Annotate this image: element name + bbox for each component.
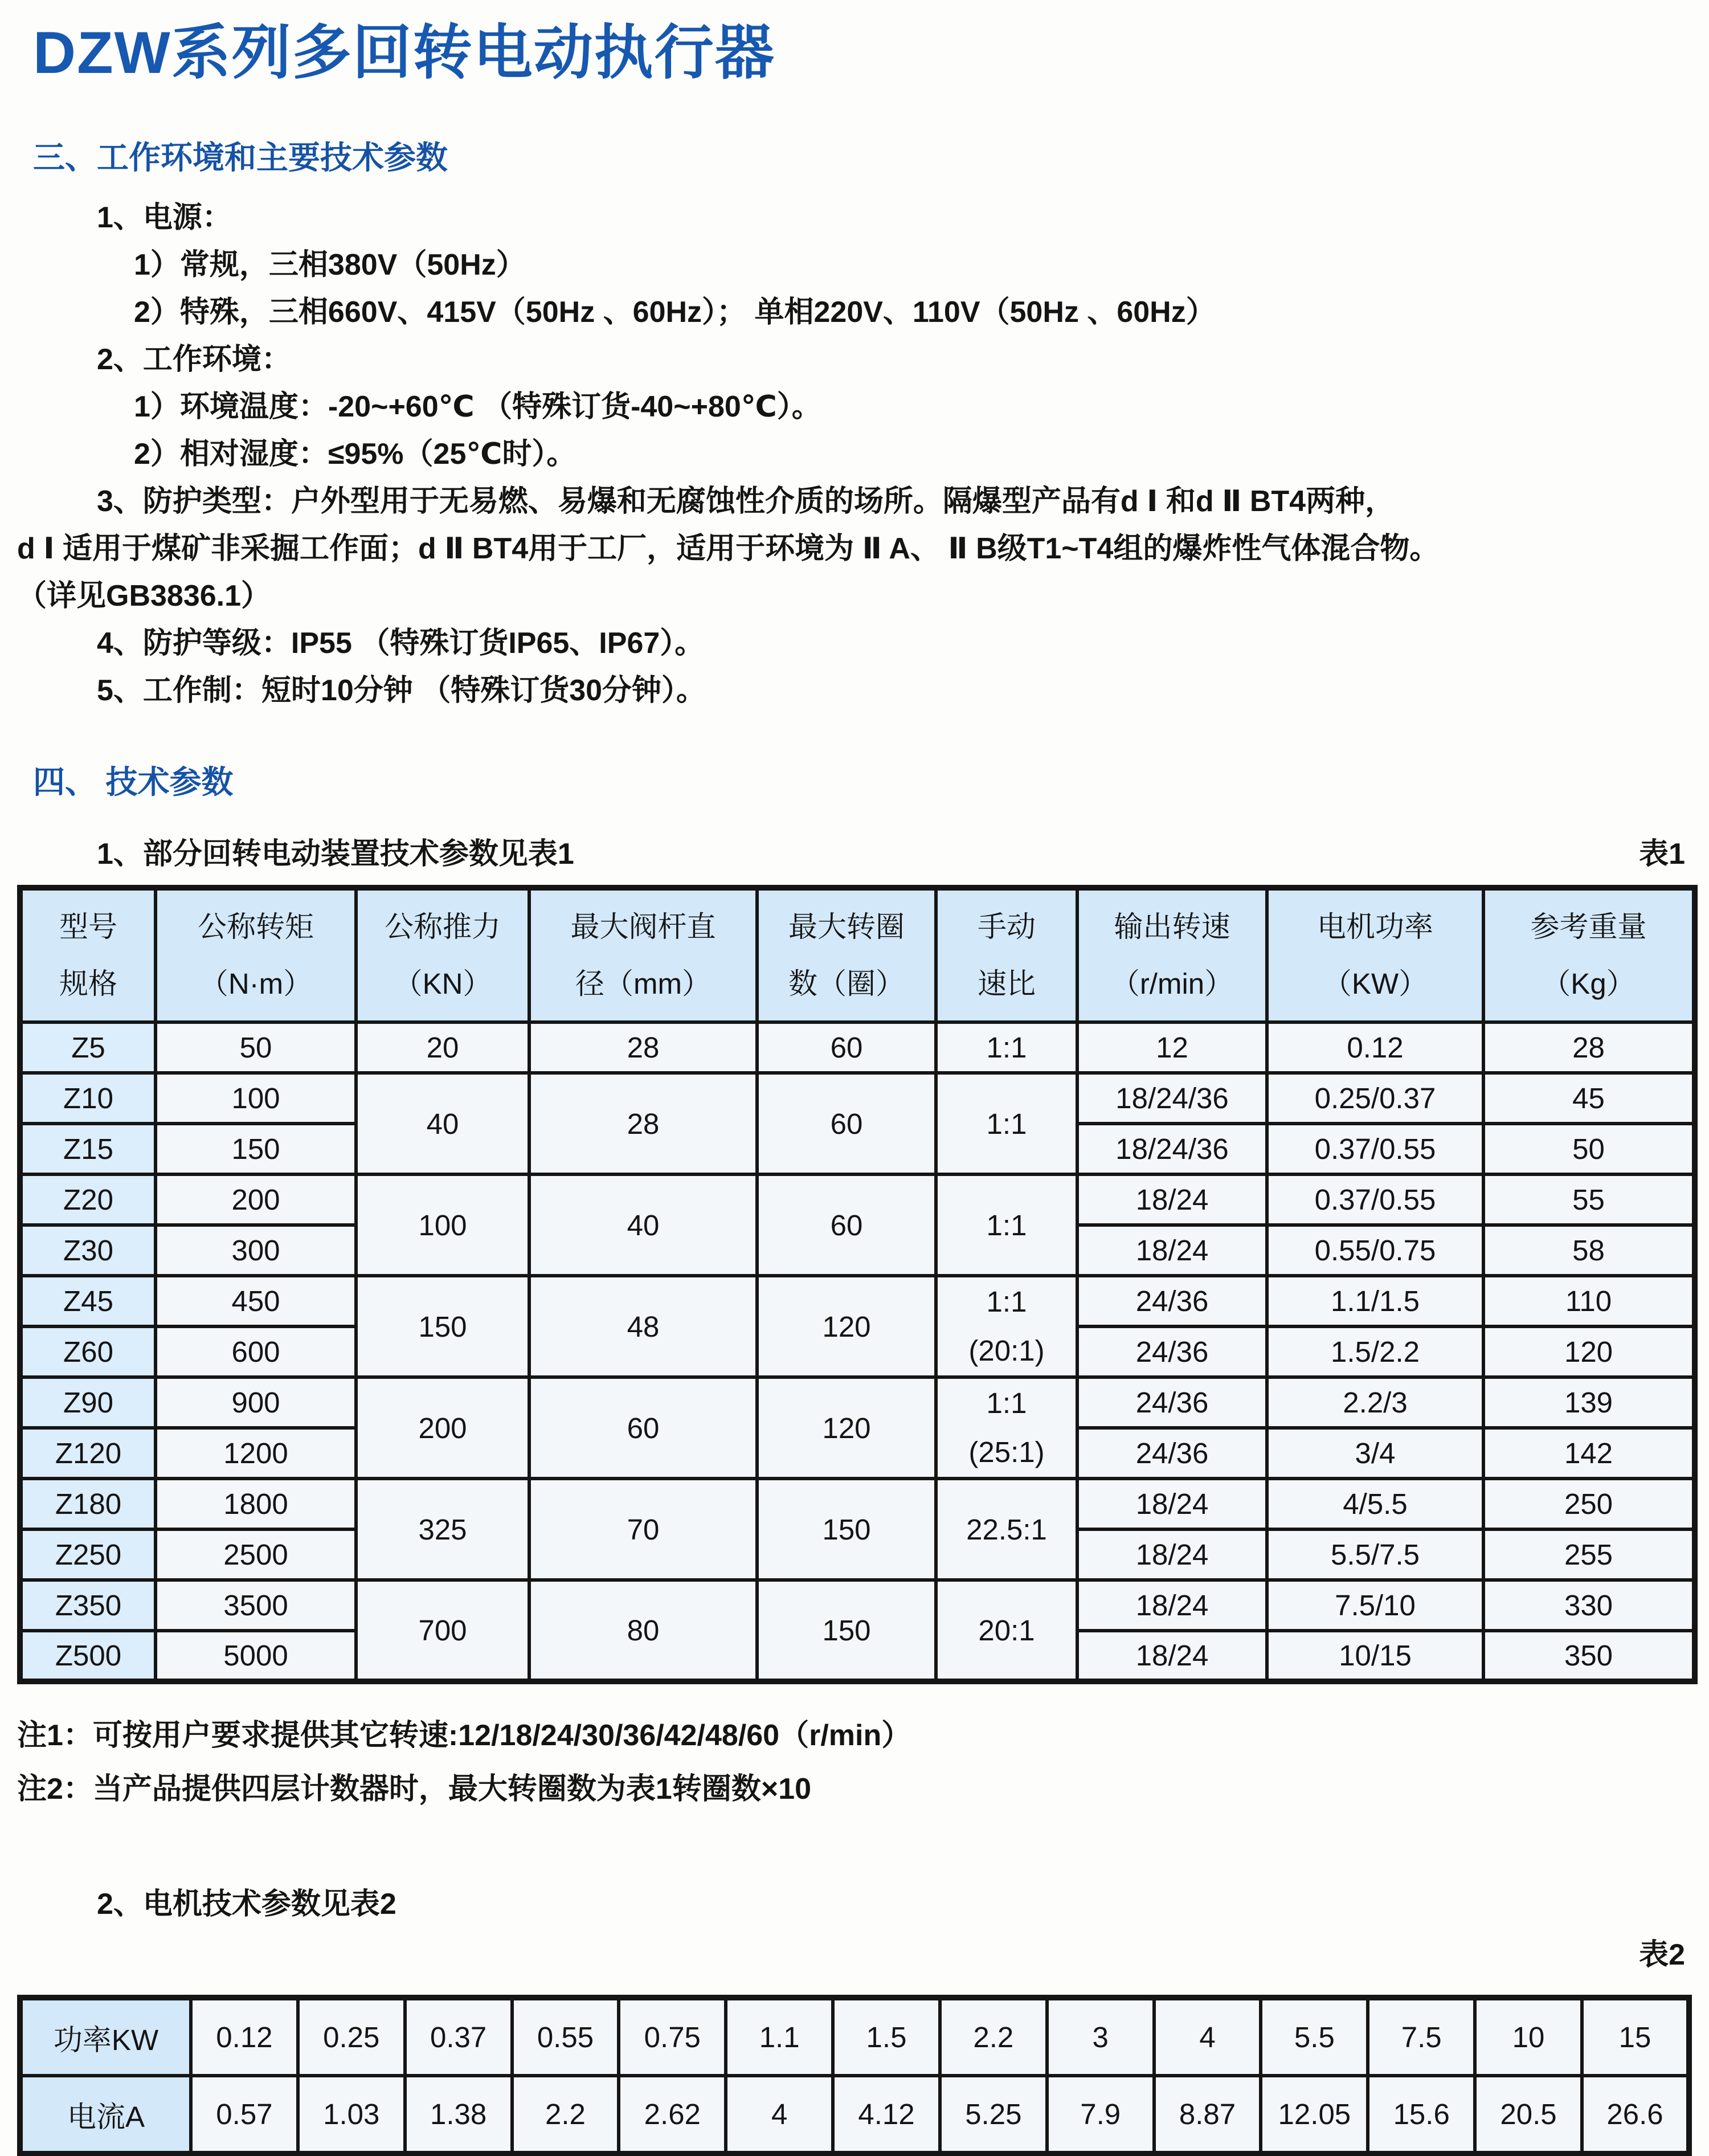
table-cell: 1800 (156, 1479, 356, 1529)
table-cell: 900 (156, 1377, 356, 1428)
model-cell: Z15 (20, 1124, 156, 1174)
section3-heading: 三、工作环境和主要技术参数 (33, 139, 448, 175)
table-cell: 0.37 (405, 1998, 512, 2076)
table-cell: 50 (1483, 1124, 1695, 1174)
table-cell: 0.25/0.37 (1267, 1073, 1483, 1124)
table-cell: 450 (156, 1276, 356, 1326)
header-text-line: （Kg） (1542, 967, 1636, 1001)
table-cell: 150 (356, 1276, 529, 1377)
table-cell: 15 (1582, 1998, 1689, 2076)
spec-line-power-special: 2）特殊，三相660V、415V（50Hz 、60Hz）； 单相220V、110V（50Hz 、60Hz） (134, 296, 1216, 329)
spec-line-protection-type: 3、防护类型：户外型用于无易燃、易爆和无腐蚀性介质的场所。隔爆型产品有d Ⅰ 和d Ⅱ BT4两种， (97, 485, 1395, 518)
table-cell: 350 (1483, 1631, 1695, 1681)
table-cell: 1.1/1.5 (1267, 1276, 1483, 1326)
table-cell: 142 (1483, 1428, 1695, 1479)
header-text-line: 径（mm） (575, 967, 711, 1001)
table-cell: 60 (757, 1174, 936, 1276)
model-cell: Z45 (20, 1276, 156, 1326)
section3-body (17, 199, 1692, 709)
table-row-z5 (20, 1022, 1695, 1073)
table-cell (936, 1276, 1077, 1377)
table-cell: 70 (529, 1479, 757, 1580)
table-cell: 255 (1483, 1529, 1695, 1580)
table-cell: 2.2 (940, 1998, 1047, 2076)
spec-line-protection-type-cont: d Ⅰ 适用于煤矿非采掘工作面；d Ⅱ BT4用于工厂，适用于环境为 Ⅱ A、 Ⅱ B级T1~T4组的爆炸性气体混合物。 (17, 532, 1440, 566)
table-cell: 100 (156, 1073, 356, 1124)
table-cell: 1.03 (298, 2076, 405, 2154)
model-cell: Z180 (20, 1479, 156, 1529)
table-cell: 3500 (156, 1580, 356, 1631)
column-header-max-turns (757, 888, 936, 1022)
table-cell: 4 (726, 2076, 833, 2154)
table-cell: 10 (1475, 1998, 1582, 2076)
column-header-manual-ratio (936, 888, 1077, 1022)
table-cell: 1200 (156, 1428, 356, 1479)
header-text-line: 速比 (977, 967, 1036, 1001)
table-cell: 18/24 (1077, 1631, 1267, 1681)
table-cell: 110 (1483, 1276, 1695, 1326)
table2-label: 表2 (1639, 1938, 1685, 1972)
header-text-line: （KN） (393, 967, 492, 1001)
spec-line-environment: 2、工作环境： (97, 343, 291, 377)
table-cell: 60 (757, 1073, 936, 1174)
table-cell: 60 (529, 1377, 757, 1479)
table-cell: 18/24 (1077, 1580, 1267, 1631)
table-cell: 80 (529, 1580, 757, 1681)
model-cell: Z10 (20, 1073, 156, 1124)
table-cell: 0.25 (298, 1998, 405, 2076)
table2-motor-parameters (17, 1995, 1692, 2156)
table-cell: 24/36 (1077, 1326, 1267, 1377)
column-header-ref-weight (1483, 888, 1695, 1022)
table-cell: 28 (1483, 1022, 1695, 1073)
ratio-line: 1:1 (986, 1387, 1027, 1420)
header-text-line: 最大阀杆直 (570, 910, 716, 944)
table-cell: 700 (356, 1580, 529, 1681)
table-cell: 150 (156, 1124, 356, 1174)
table-cell: 5.25 (940, 2076, 1047, 2154)
table-cell: 26.6 (1582, 2076, 1689, 2154)
table1-label: 表1 (1639, 838, 1685, 871)
table-cell: 120 (1483, 1326, 1695, 1377)
table-cell: 2500 (156, 1529, 356, 1580)
spec-line-duty: 5、工作制：短时10分钟 （特殊订货30分钟）。 (97, 674, 706, 708)
table-cell: 200 (356, 1377, 529, 1479)
table-cell: 3 (1047, 1998, 1154, 2076)
note-line-1: 注1：可按用户要求提供其它转速:12/18/24/30/36/42/48/60（r/min） (17, 1719, 911, 1753)
table-cell: 12 (1077, 1022, 1267, 1073)
column-header-torque (156, 888, 356, 1022)
table-row-z90 (20, 1377, 1695, 1428)
ratio-line: (20:1) (968, 1334, 1045, 1367)
model-cell: Z250 (20, 1529, 156, 1580)
table-cell: 20.5 (1475, 2076, 1582, 2154)
table-cell: 330 (1483, 1580, 1695, 1631)
table-cell: 0.12 (191, 1998, 298, 2076)
table-cell: 10/15 (1267, 1631, 1483, 1681)
spec-line-ip-rating: 4、防护等级：IP55 （特殊订货IP65、IP67）。 (97, 627, 705, 660)
table-row-power (20, 1998, 1689, 2076)
table-row-current (20, 2076, 1689, 2154)
table-cell: 60 (757, 1022, 936, 1073)
table2-intro: 2、电机技术参数见表2 (97, 1888, 396, 1921)
table-cell: 24/36 (1077, 1428, 1267, 1479)
table1-intro: 1、部分回转电动装置技术参数见表1 (97, 838, 574, 871)
header-text-line: 最大转圈 (788, 910, 905, 944)
table-cell: 2.2 (512, 2076, 619, 2154)
table-cell: 5000 (156, 1631, 356, 1681)
table-cell: 1:1 (936, 1022, 1077, 1073)
table-cell: 250 (1483, 1479, 1695, 1529)
table-cell: 4/5.5 (1267, 1479, 1483, 1529)
table-cell: 5.5/7.5 (1267, 1529, 1483, 1580)
table-row-z45 (20, 1276, 1695, 1326)
table-cell: 600 (156, 1326, 356, 1377)
table-cell: 48 (529, 1276, 757, 1377)
header-text-line: 公称转矩 (197, 910, 314, 944)
table-cell: 18/24 (1077, 1479, 1267, 1529)
model-cell: Z350 (20, 1580, 156, 1631)
table-cell: 7.5/10 (1267, 1580, 1483, 1631)
table-cell: 120 (757, 1276, 936, 1377)
header-text-line: （r/min） (1110, 967, 1234, 1001)
header-text-line: （KW） (1322, 967, 1428, 1001)
table-cell: 0.12 (1267, 1022, 1483, 1073)
table-cell: 18/24 (1077, 1225, 1267, 1276)
model-cell: Z90 (20, 1377, 156, 1428)
header-text-line: 电机功率 (1316, 910, 1433, 944)
table-cell: 18/24/36 (1077, 1124, 1267, 1174)
table-cell: 0.75 (619, 1998, 726, 2076)
table-cell: 20:1 (936, 1580, 1077, 1681)
row-header-current: 电流A (20, 2076, 191, 2154)
table-cell: 0.37/0.55 (1267, 1174, 1483, 1225)
table-cell: 1.1 (726, 1998, 833, 2076)
table-cell: 15.6 (1368, 2076, 1475, 2154)
table-cell: 50 (156, 1022, 356, 1073)
table-row-z20 (20, 1174, 1695, 1225)
table-cell: 45 (1483, 1073, 1695, 1124)
header-text-line: 数（圈） (788, 967, 905, 1001)
spec-line-protection-ref: （详见GB3836.1） (17, 579, 271, 613)
table1-header-row (20, 888, 1695, 1022)
table-cell: 1.38 (405, 2076, 512, 2154)
table-cell: 18/24 (1077, 1529, 1267, 1580)
table-cell: 300 (156, 1225, 356, 1276)
table1-technical-parameters (17, 885, 1698, 1684)
table-cell: 1.5 (833, 1998, 940, 2076)
table-cell: 2.62 (619, 2076, 726, 2154)
table-cell: 12.05 (1261, 2076, 1368, 2154)
header-text-line: 参考重量 (1530, 910, 1647, 944)
table-cell: 18/24/36 (1077, 1073, 1267, 1124)
table-cell: 1.5/2.2 (1267, 1326, 1483, 1377)
ratio-line: 1:1 (986, 1285, 1027, 1318)
table-cell: 28 (529, 1073, 757, 1174)
header-text-line: 公称推力 (384, 910, 501, 944)
table-cell: 58 (1483, 1225, 1695, 1276)
model-cell: Z5 (20, 1022, 156, 1073)
table-cell: 1:1 (936, 1174, 1077, 1276)
table-cell: 5.5 (1261, 1998, 1368, 2076)
table-cell: 0.55/0.75 (1267, 1225, 1483, 1276)
model-cell: Z30 (20, 1225, 156, 1276)
note-line-2: 注2：当产品提供四层计数器时，最大转圈数为表1转圈数×10 (17, 1773, 812, 1806)
table-cell: 20 (356, 1022, 529, 1073)
table-cell: 150 (757, 1580, 936, 1681)
column-header-stem-diameter (529, 888, 757, 1022)
table-cell: 0.37/0.55 (1267, 1124, 1483, 1174)
table-cell: 55 (1483, 1174, 1695, 1225)
header-text-line: 型号 (59, 910, 117, 944)
table-cell: 200 (156, 1174, 356, 1225)
column-header-model (20, 888, 156, 1022)
column-header-motor-power (1267, 888, 1483, 1022)
page-title: DZW系列多回转电动执行器 (33, 20, 775, 86)
table-cell: 100 (356, 1174, 529, 1276)
model-cell: Z20 (20, 1174, 156, 1225)
model-cell: Z500 (20, 1631, 156, 1681)
table-cell: 18/24 (1077, 1174, 1267, 1225)
table-cell: 22.5:1 (936, 1479, 1077, 1580)
table-row-z10 (20, 1073, 1695, 1124)
column-header-thrust (356, 888, 529, 1022)
table-cell: 40 (529, 1174, 757, 1276)
header-text-line: （N·m） (199, 967, 313, 1001)
table-cell: 24/36 (1077, 1276, 1267, 1326)
table-cell: 325 (356, 1479, 529, 1580)
table-row-z180 (20, 1479, 1695, 1529)
header-text-line: 规格 (59, 967, 117, 1001)
section4-heading: 四、 技术参数 (33, 764, 234, 801)
table-row-z350 (20, 1580, 1695, 1631)
spec-line-power-normal: 1）常规，三相380V（50Hz） (134, 248, 526, 282)
header-text-line: 输出转速 (1114, 910, 1230, 944)
table-cell: 120 (757, 1377, 936, 1479)
table-cell: 0.57 (191, 2076, 298, 2154)
spec-line-humidity: 2）相对湿度：≤95%（25℃时）。 (134, 438, 577, 471)
table-cell: 3/4 (1267, 1428, 1483, 1479)
ratio-line: (25:1) (968, 1436, 1045, 1469)
header-text-line: 手动 (977, 910, 1036, 944)
model-cell: Z120 (20, 1428, 156, 1479)
table-cell: 4.12 (833, 2076, 940, 2154)
model-cell: Z60 (20, 1326, 156, 1377)
table1-intro-row (17, 830, 1692, 872)
table-cell: 40 (356, 1073, 529, 1174)
table-cell: 24/36 (1077, 1377, 1267, 1428)
table-cell: 8.87 (1154, 2076, 1261, 2154)
table-cell (936, 1377, 1077, 1479)
table-cell: 7.9 (1047, 2076, 1154, 2154)
spec-line-temperature: 1）环境温度：-20~+60℃ （特殊订货-40~+80℃）。 (134, 390, 821, 424)
table-cell: 2.2/3 (1267, 1377, 1483, 1428)
table-cell: 28 (529, 1022, 757, 1073)
table-cell: 150 (757, 1479, 936, 1580)
table-cell: 0.55 (512, 1998, 619, 2076)
table-cell: 4 (1154, 1998, 1261, 2076)
row-header-power: 功率KW (20, 1998, 191, 2076)
table-cell: 7.5 (1368, 1998, 1475, 2076)
table-cell: 1:1 (936, 1073, 1077, 1174)
table-cell: 139 (1483, 1377, 1695, 1428)
spec-line-power: 1、电源： (97, 201, 232, 235)
column-header-output-speed (1077, 888, 1267, 1022)
